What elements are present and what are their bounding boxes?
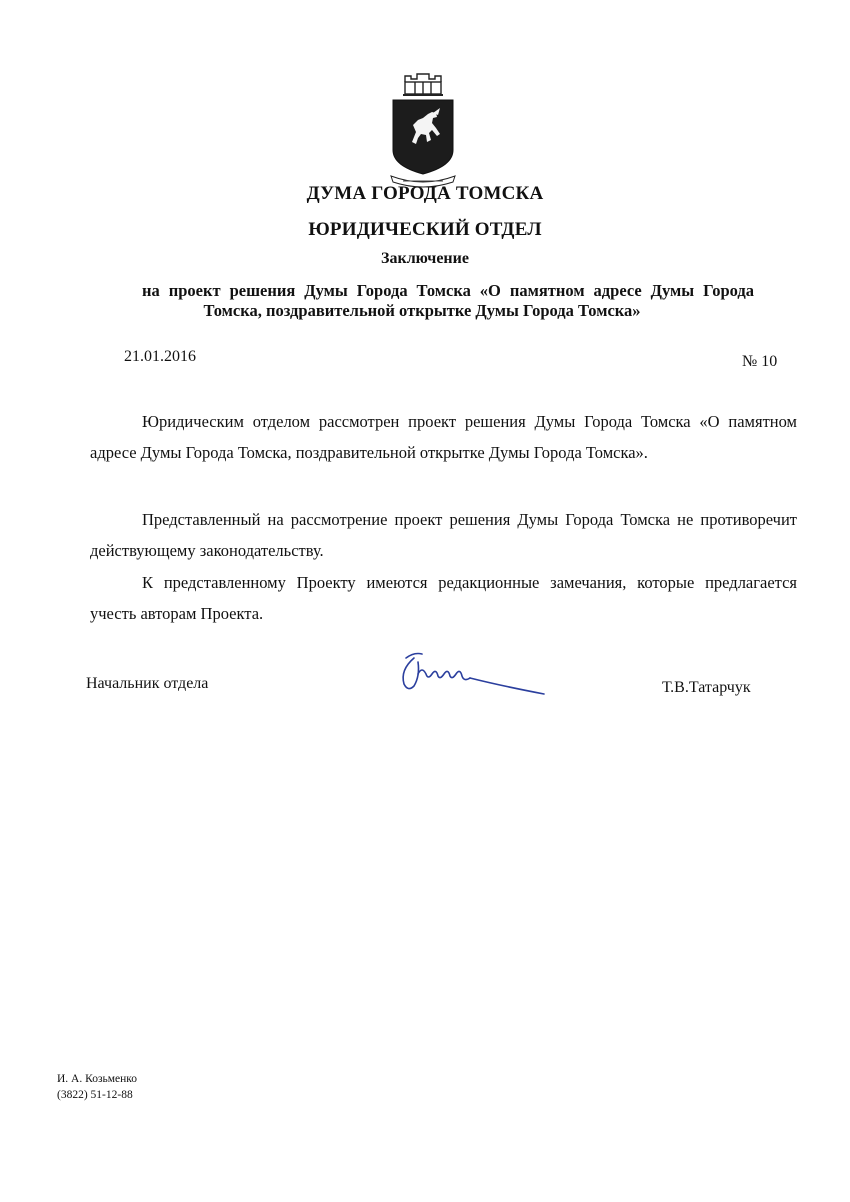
signer-position: Начальник отдела xyxy=(86,675,209,692)
executor-name: И. А. Козьменко xyxy=(57,1073,138,1085)
document-number: № 10 xyxy=(742,353,778,370)
handwritten-signature-icon xyxy=(392,644,552,704)
document-subject: на проект решения Думы Города Томска «О памятном адресе Думы Города Томска, поздравительной открытке Думы Города Томска» xyxy=(142,281,754,320)
body-paragraph: Юридическим отделом рассмотрен проект решения Думы Города Томска «О памятном адресе Думы Города Томска, поздравительной открытке Думы Города Томска». xyxy=(90,412,797,462)
organization-title: ДУМА ГОРОДА ТОМСКА xyxy=(306,183,544,204)
document-date: 21.01.2016 xyxy=(124,348,196,365)
signer-name: Т.В.Татарчук xyxy=(662,679,751,696)
body-paragraph: Представленный на рассмотрение проект решения Думы Города Томска не противоречит действующему законодательству. xyxy=(90,510,797,560)
executor-info xyxy=(57,1071,137,1103)
executor-phone: (3822) 51-12-88 xyxy=(57,1089,133,1101)
body-paragraph: К представленному Проекту имеются редакционные замечания, которые предлагается учесть авторам Проекта. xyxy=(90,573,797,623)
document-type: Заключение xyxy=(381,250,469,267)
department-title: ЮРИДИЧЕСКИЙ ОТДЕЛ xyxy=(308,219,542,240)
coat-of-arms-icon xyxy=(385,70,461,188)
